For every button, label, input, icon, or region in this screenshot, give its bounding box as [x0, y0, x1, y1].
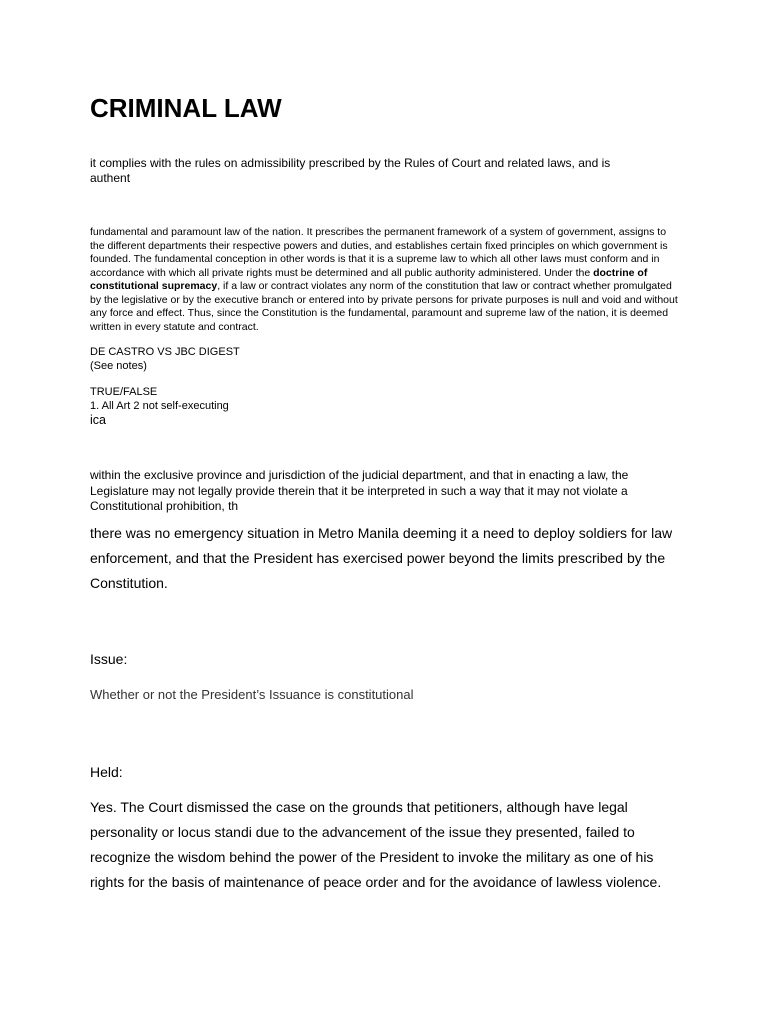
judicial-paragraph: [90, 468, 670, 515]
digest-title: DE CASTRO VS JBC DIGEST: [90, 346, 240, 358]
true-false-block: [90, 386, 229, 413]
document-title: CRIMINAL LAW: [90, 93, 282, 123]
paragraph-line: Legislature may not legally provide therein that it be interpreted in such a way that it may not violate a: [90, 483, 628, 498]
emergency-paragraph: [90, 521, 680, 596]
paragraph-line: there was no emergency situation in Metro Manila deeming it a need to deploy soldiers for law: [90, 525, 673, 541]
paragraph-line: Constitutional prohibition, th: [90, 499, 239, 513]
paragraph-line: personality or locus standi due to the advancement of the issue they presented, failed to: [90, 824, 635, 840]
paragraph-line: rights for the basis of maintenance of peace order and for the avoidance of lawless violence.: [90, 874, 662, 890]
intro-line: authent: [90, 171, 131, 185]
issue-text: Whether or not the President’s Issuance is constitutional: [90, 687, 414, 702]
paragraph-text: fundamental and paramount law of the nation. It prescribes the permanent framework of a system of government, assigns to the different departments their respective powers and duties, and establishes certain fixed principles on which government is founded. The fundamental conception in other words is that it is a supreme law to which all other laws must conform and in accordance with which all private rights must be determined and all public authority administered. Under the: [90, 226, 668, 279]
held-heading: Held:: [90, 764, 123, 780]
paragraph-line: recognize the wisdom behind the power of the President to invoke the military as one of his: [90, 849, 654, 865]
paragraph-line: within the exclusive province and jurisdiction of the judicial department, and that in enacting a law, the: [90, 468, 629, 482]
doctrine-term: doctrine of constitutional supremacy: [90, 266, 648, 292]
digest-block: [90, 346, 240, 373]
intro-paragraph: [90, 156, 650, 186]
held-paragraph: [90, 795, 680, 895]
paragraph-line: Constitution.: [90, 575, 168, 591]
true-false-item: 1. All Art 2 not self-executing: [90, 399, 229, 412]
issue-heading: Issue:: [90, 651, 128, 667]
paragraph-line: enforcement, and that the President has exercised power beyond the limits prescribed by the: [90, 550, 666, 566]
true-false-heading: TRUE/FALSE: [90, 386, 158, 398]
fragment-text: ica: [90, 413, 106, 427]
intro-line: it complies with the rules on admissibility prescribed by the Rules of Court and related laws, and is: [90, 156, 611, 170]
paragraph-line: Yes. The Court dismissed the case on the grounds that petitioners, although have legal: [90, 799, 628, 815]
constitution-paragraph: [90, 226, 680, 334]
digest-note: (See notes): [90, 359, 147, 372]
paragraph-text: , if a law or contract violates any norm of the constitution that law or contract whether promulgated by the legislative or by the executive branch or entered into by private persons for private purposes is null and void and without any force and effect. Thus, since the Constitution is the fundamental, paramount and supreme law of the nation, it is deemed written in every statute and contract.: [90, 280, 678, 333]
